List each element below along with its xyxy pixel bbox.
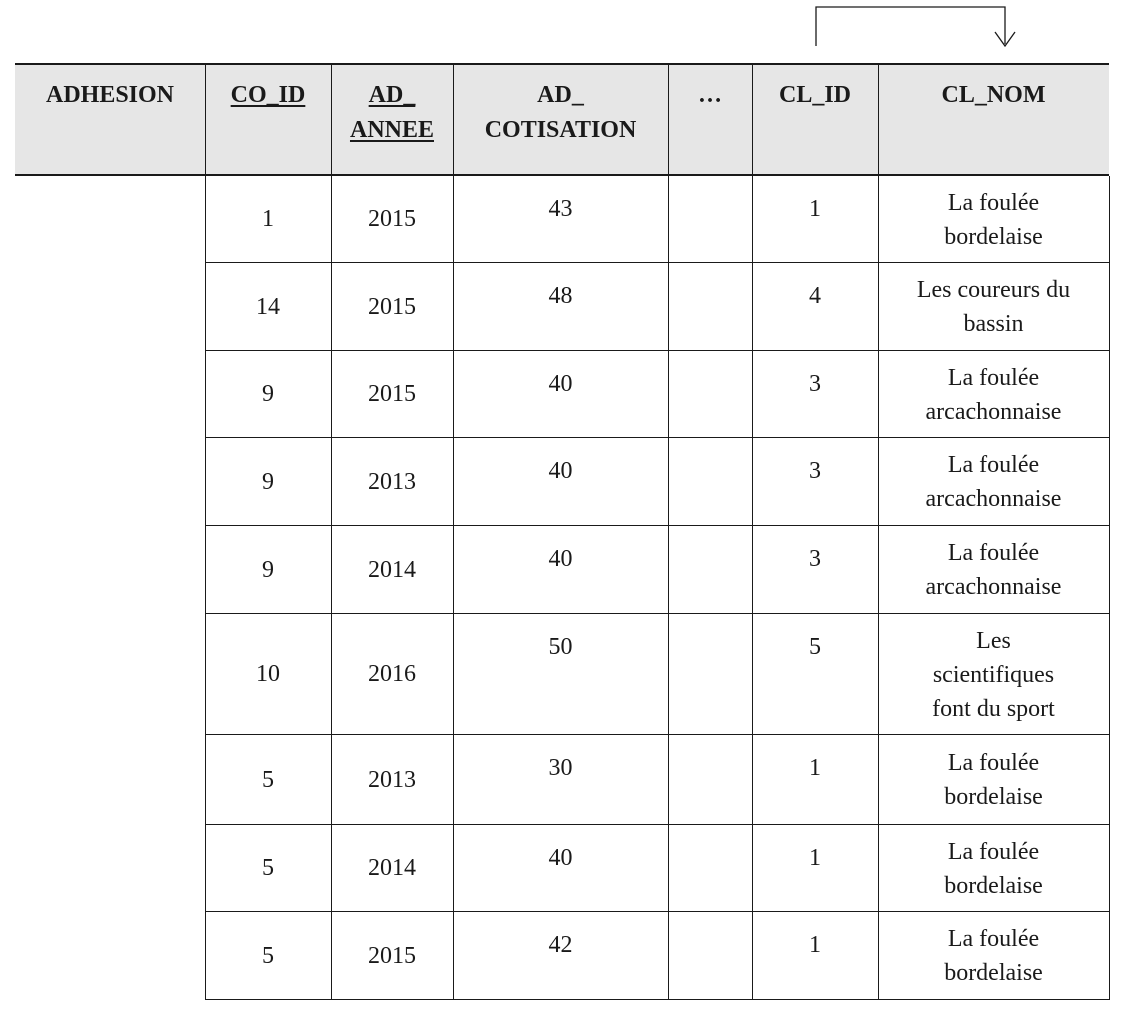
ad-annee-cell — [331, 526, 453, 614]
ad-annee-cell-value: 2015 — [368, 293, 416, 320]
co-id-cell-value: 14 — [256, 293, 280, 320]
row-divider — [205, 999, 1110, 1000]
cl-id-cell — [752, 438, 878, 526]
ad-annee-cell — [331, 263, 453, 351]
cl-id-cell — [752, 825, 878, 912]
ad-annee-cell-value: 2013 — [368, 468, 416, 495]
cl-nom-line: font du sport — [932, 695, 1055, 722]
ad-annee-cell — [331, 351, 453, 438]
cl-nom-cell — [878, 438, 1109, 526]
co-id-cell-value: 10 — [256, 661, 280, 687]
column-divider — [668, 64, 669, 1000]
ad-annee-cell-value: 2015 — [368, 381, 416, 407]
cl-nom-cell — [878, 176, 1109, 263]
column-divider — [1109, 176, 1110, 1000]
cl-nom-line: La foulée — [947, 189, 1040, 216]
ad-annee-cell — [331, 825, 453, 912]
cl-nom-line: Les — [976, 627, 1011, 654]
cl-nom-line: La foulée — [947, 452, 1040, 478]
cl-nom-line: arcachonnaise — [925, 486, 1062, 512]
ad-annee-cell-value: 2013 — [368, 766, 416, 793]
column-header-cl-nom — [878, 78, 1109, 113]
ad-cotisation-cell-value: 50 — [548, 634, 573, 660]
cl-nom-line: Les coureurs du — [916, 277, 1071, 303]
co-id-cell-value: 5 — [262, 942, 274, 969]
cl-nom-line: bordelaise — [944, 872, 1043, 899]
column-label-line1: AD_ — [537, 82, 584, 108]
co-id-cell — [205, 614, 331, 735]
ad-annee-cell — [331, 735, 453, 825]
column-label: … — [698, 82, 722, 108]
co-id-cell-value: 9 — [262, 468, 274, 495]
ad-annee-cell-value: 2015 — [368, 942, 416, 969]
column-label: CL_NOM — [941, 82, 1046, 108]
ad-cotisation-cell — [453, 263, 668, 351]
column-label-line2: ANNEE — [349, 117, 434, 143]
cl-nom-line: La foulée — [947, 540, 1040, 566]
ad-cotisation-cell — [453, 912, 668, 1000]
co-id-cell — [205, 176, 331, 263]
ad-cotisation-cell — [453, 735, 668, 825]
cl-nom-line: scientifiques — [932, 661, 1055, 688]
cl-nom-line: bordelaise — [944, 223, 1043, 250]
cl-nom-line: La foulée — [947, 838, 1040, 865]
cl-id-cell — [752, 912, 878, 1000]
cl-id-cell-value: 3 — [809, 458, 821, 484]
ad-annee-cell-value: 2016 — [368, 661, 416, 687]
cl-nom-cell — [878, 263, 1109, 351]
ad-cotisation-cell-value: 42 — [548, 932, 573, 958]
cl-nom-cell — [878, 526, 1109, 614]
cl-nom-line: bordelaise — [944, 960, 1043, 986]
cl-nom-cell — [878, 351, 1109, 438]
cl-nom-cell — [878, 825, 1109, 912]
co-id-cell — [205, 912, 331, 1000]
co-id-cell — [205, 263, 331, 351]
cl-id-cell-value: 4 — [809, 283, 821, 309]
ad-cotisation-cell — [453, 614, 668, 735]
ad-cotisation-cell — [453, 438, 668, 526]
ad-cotisation-cell — [453, 825, 668, 912]
co-id-cell — [205, 351, 331, 438]
co-id-cell — [205, 825, 331, 912]
ad-annee-cell — [331, 912, 453, 1000]
column-label-line2: COTISATION — [484, 117, 637, 143]
ad-cotisation-cell-value: 40 — [548, 845, 573, 871]
cl-id-cell-value: 1 — [809, 932, 821, 958]
ad-cotisation-cell-value: 43 — [548, 196, 573, 222]
ad-annee-cell — [331, 438, 453, 526]
cl-id-cell — [752, 263, 878, 351]
column-header-cl-id — [752, 78, 878, 113]
co-id-cell — [205, 526, 331, 614]
cl-nom-line: arcachonnaise — [925, 574, 1062, 600]
cl-id-cell-value: 3 — [809, 371, 821, 397]
ad-cotisation-cell-value: 48 — [548, 283, 573, 309]
ad-annee-cell — [331, 614, 453, 735]
header-top-rule — [15, 63, 1109, 65]
column-header-ad-annee — [331, 78, 453, 148]
ad-annee-cell-value: 2015 — [368, 206, 416, 232]
cl-id-cell-value: 3 — [809, 546, 821, 572]
co-id-cell-value: 5 — [262, 766, 274, 793]
cl-nom-line: La foulée — [947, 926, 1040, 952]
co-id-cell-value: 9 — [262, 381, 274, 407]
ad-cotisation-cell-value: 40 — [548, 371, 573, 397]
cl-id-cell — [752, 176, 878, 263]
ad-cotisation-cell — [453, 526, 668, 614]
ad-cotisation-cell-value: 40 — [548, 546, 573, 572]
cl-nom-line: bordelaise — [944, 784, 1043, 810]
co-id-cell-value: 5 — [262, 855, 274, 881]
cl-nom-line: bassin — [963, 311, 1024, 337]
ad-cotisation-cell — [453, 351, 668, 438]
dependency-arrow-icon — [0, 0, 1129, 60]
ad-annee-cell-value: 2014 — [368, 855, 416, 881]
co-id-cell — [205, 438, 331, 526]
cl-id-cell — [752, 351, 878, 438]
cl-id-cell-value: 1 — [809, 845, 821, 871]
column-label-line1: AD_ — [368, 82, 416, 108]
ad-cotisation-cell-value: 30 — [548, 755, 573, 781]
cl-nom-cell — [878, 614, 1109, 735]
ad-annee-cell — [331, 176, 453, 263]
cl-id-cell — [752, 735, 878, 825]
cl-nom-line: La foulée — [947, 750, 1040, 776]
ad-annee-cell-value: 2014 — [368, 556, 416, 583]
column-header-ad-cotisation — [453, 78, 668, 148]
cl-id-cell — [752, 614, 878, 735]
ad-cotisation-cell-value: 40 — [548, 458, 573, 484]
column-header-co-id — [205, 78, 331, 113]
column-label: CL_ID — [778, 82, 851, 108]
co-id-cell-value: 1 — [262, 206, 274, 232]
table-name-label: ADHESION — [45, 82, 175, 108]
table-name-header — [15, 78, 205, 113]
column-header-ellipsis — [668, 78, 752, 113]
column-label: CO_ID — [230, 82, 306, 108]
cl-nom-line: La foulée — [947, 364, 1040, 391]
co-id-cell-value: 9 — [262, 556, 274, 583]
cl-nom-cell — [878, 912, 1109, 1000]
cl-nom-cell — [878, 735, 1109, 825]
ad-cotisation-cell — [453, 176, 668, 263]
cl-id-cell-value: 1 — [809, 755, 821, 781]
cl-nom-line: arcachonnaise — [925, 398, 1062, 425]
co-id-cell — [205, 735, 331, 825]
cl-id-cell-value: 1 — [809, 196, 821, 222]
cl-id-cell-value: 5 — [809, 634, 821, 660]
cl-id-cell — [752, 526, 878, 614]
